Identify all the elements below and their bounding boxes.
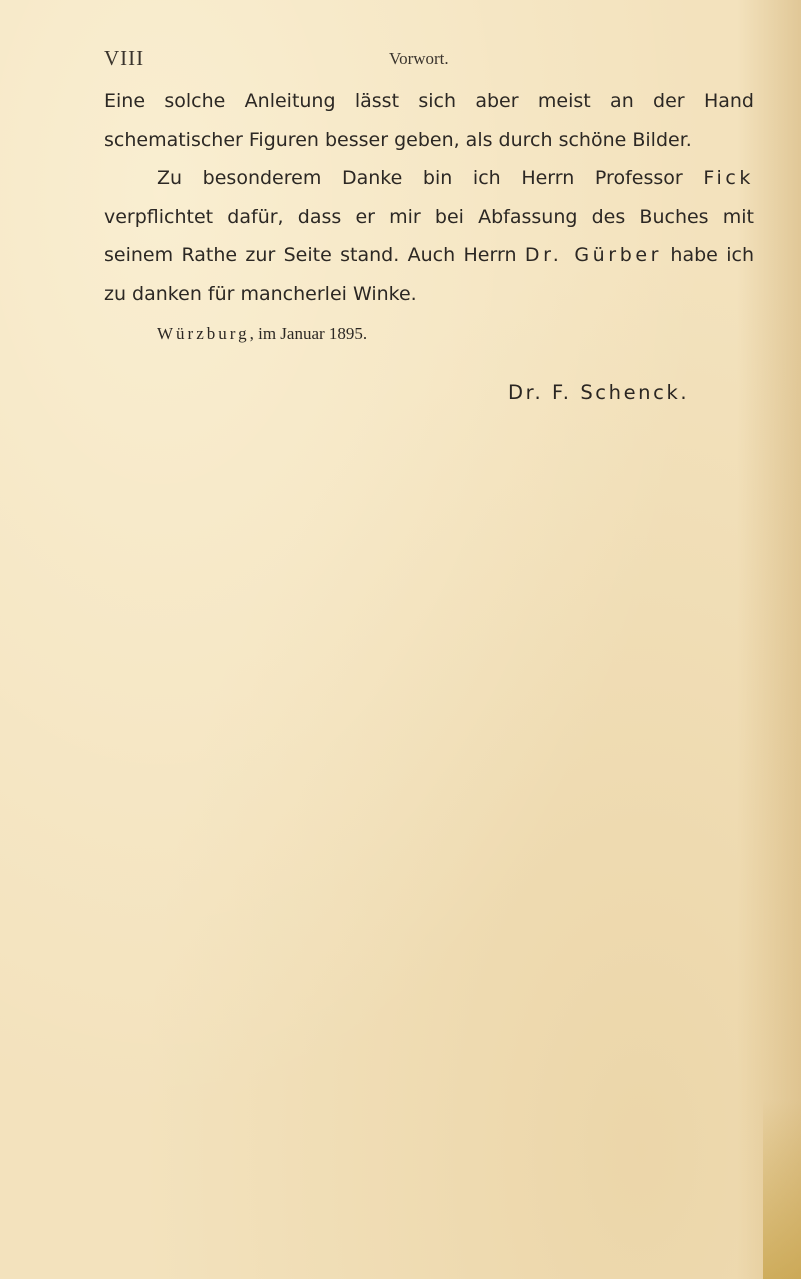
paragraph-2 — [104, 159, 754, 313]
dateline-place: Würzburg — [157, 324, 250, 343]
page-header — [104, 46, 754, 76]
running-head: Vorwort. — [389, 49, 449, 68]
name-fick: Fick — [703, 167, 754, 189]
body-text — [104, 82, 754, 313]
dateline-date: , im Januar 1895. — [249, 324, 368, 343]
page-number: VIII — [104, 46, 145, 70]
paragraph-1: Eine solche Anleitung lässt sich aber meist an der Hand schematischer Figuren besser geben, als durch schöne Bilder. — [104, 90, 754, 151]
signature: Dr. F. Schenck. — [508, 381, 690, 404]
paragraph-2-part-3: habe ich zu danken für mancherlei Winke. — [104, 244, 754, 305]
page-edge-stain — [763, 1099, 801, 1279]
paragraph-2-part-2: verpflichtet dafür, dass er mir bei Abfassung des Buches mit seinem Rathe zur Seite stand. Auch Herrn — [104, 205, 754, 266]
name-guerber: Dr. Gürber — [524, 244, 663, 266]
dateline — [157, 324, 367, 344]
paragraph-2-part-1: Zu besonderem Danke bin ich Herrn Professor — [157, 167, 704, 189]
